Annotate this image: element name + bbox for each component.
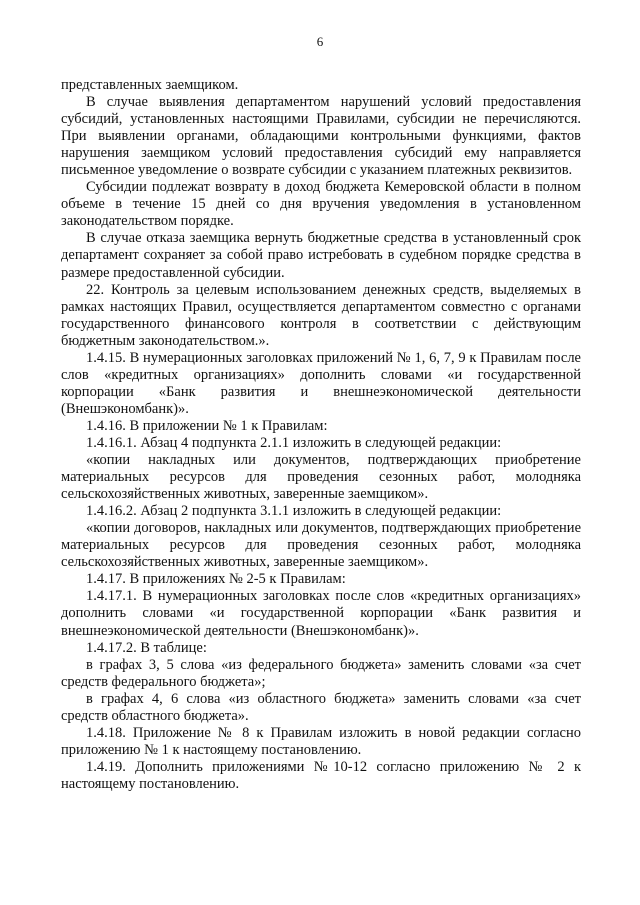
paragraph: 22. Контроль за целевым использованием денежных средств, выделяемых в рамках настоящих Правил, осуществляется департаментом совместно с органами государственного финансового контроля в соответствии с действующим бюджетным законодательством.». xyxy=(61,281,581,349)
paragraph: В случае отказа заемщика вернуть бюджетные средства в установленный срок департамент сохраняет за собой право истребовать в судебном порядке средства в размере предоставленной субсидии. xyxy=(61,230,581,281)
paragraph: 1.4.17.2. В таблице: xyxy=(86,639,207,656)
paragraph: 1.4.18. Приложение № 8 к Правилам изложить в новой редакции согласно приложению № 1 к настоящему постановлению. xyxy=(61,724,581,758)
paragraph: «копии накладных или документов, подтверждающих приобретение материальных ресурсов для проведения сезонных работ, молодняка сельскохозяйственных животных, заверенные заемщиком». xyxy=(61,452,581,503)
paragraph: 1.4.16.2. Абзац 2 подпункта 3.1.1 изложить в следующей редакции: xyxy=(86,503,502,520)
paragraph: 1.4.16. В приложении № 1 к Правилам: xyxy=(86,417,328,434)
paragraph: 1.4.16.1. Абзац 4 подпункта 2.1.1 изложить в следующей редакции: xyxy=(86,434,502,451)
paragraph: 1.4.19. Дополнить приложениями №10-12 согласно приложению № 2 к настоящему постановлению. xyxy=(61,758,581,792)
paragraph: представленных заемщиком. xyxy=(61,77,239,93)
page-number: 6 xyxy=(316,34,324,49)
paragraph: В случае выявления департаментом нарушений условий предоставления субсидий, установленных настоящими Правилами, субсидии не перечисляются. При выявлении органами, обладающими контрольными функциями, фактов нарушения заемщиком условий предоставления субсидий ему направляется письменное уведомление о возврате субсидии с указанием платежных реквизитов. xyxy=(61,94,581,179)
paragraph: 1.4.15. В нумерационных заголовках приложений № 1, 6, 7, 9 к Правилам после слов «кредитных организациях» дополнить словами «и государственной корпорации «Банк развития и внешнеэкономической деятельности (Внешэкономбанк)». xyxy=(61,349,581,417)
paragraph: в графах 3, 5 слова «из федерального бюджета» заменить словами «за счет средств федерального бюджета»; xyxy=(61,656,581,690)
document-body xyxy=(61,77,581,793)
paragraph: «копии договоров, накладных или документов, подтверждающих приобретение материальных ресурсов для проведения сезонных работ, молодняка сельскохозяйственных животных, заверенные заемщиком». xyxy=(61,520,581,571)
paragraph: в графах 4, 6 слова «из областного бюджета» заменить словами «за счет средств областного бюджета». xyxy=(61,690,581,724)
paragraph: 1.4.17.1. В нумерационных заголовках после слов «кредитных организациях» дополнить словами «и государственной корпорации «Банк развития и внешнеэкономической деятельности (Внешэкономбанк)». xyxy=(61,588,581,639)
paragraph: Субсидии подлежат возврату в доход бюджета Кемеровской области в полном объеме в течение 15 дней со дня вручения уведомления в установленном законодательством порядке. xyxy=(61,179,581,230)
paragraph: 1.4.17. В приложениях № 2-5 к Правилам: xyxy=(86,571,346,588)
